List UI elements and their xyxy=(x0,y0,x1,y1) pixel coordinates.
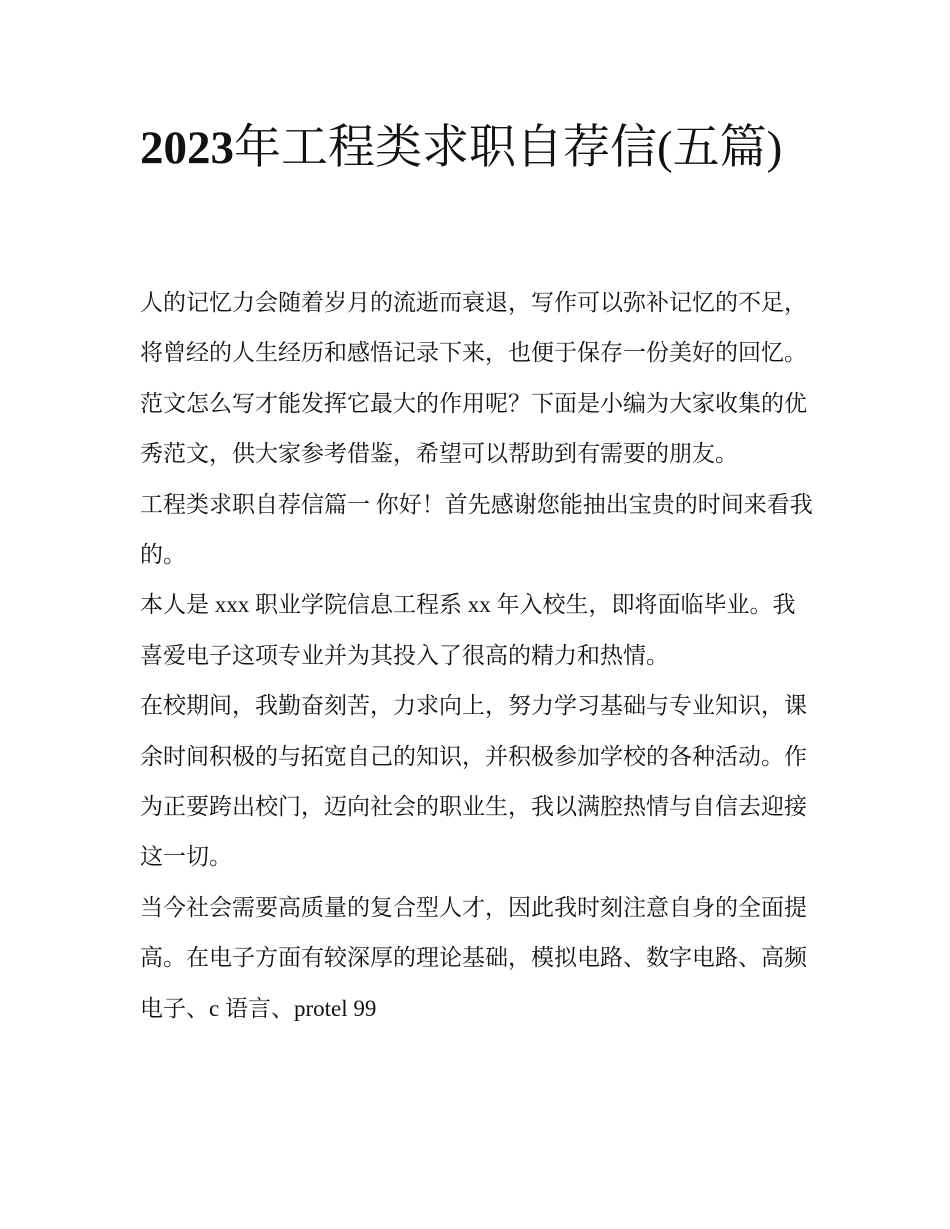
title-text: 年工程类求职自荐信(五篇) xyxy=(234,122,783,174)
title-year: 2023 xyxy=(140,122,234,174)
document-title xyxy=(140,112,810,185)
paragraph-skills: 当今社会需要高质量的复合型人才，因此我时刻注意自身的全面提高。在电子方面有较深厚的理论基础，模拟电路、数字电路、高频电子、c 语言、protel 99 xyxy=(140,894,807,1021)
paragraph-self-intro: 本人是 xxx 职业学院信息工程系 xx 年入校生，即将面临毕业。我喜爱电子这项专业并为其投入了很高的精力和热情。 xyxy=(140,592,796,668)
paragraph-intro: 人的记忆力会随着岁月的流逝而衰退，写作可以弥补记忆的不足，将曾经的人生经历和感悟记录下来，也便于保存一份美好的回忆。范文怎么写才能发挥它最大的作用呢？下面是小编为大家收集的优秀范文，供大家参考借鉴，希望可以帮助到有需要的朋友。 xyxy=(140,290,807,467)
document-body xyxy=(140,278,814,1034)
paragraph-school-life: 在校期间，我勤奋刻苦，力求向上，努力学习基础与专业知识，课余时间积极的与拓宽自己的知识，并积极参加学校的各种活动。作为正要跨出校门，迈向社会的职业生，我以满腔热情与自信去迎接这一切。 xyxy=(140,693,807,870)
paragraph-greeting: 工程类求职自荐信篇一 你好！首先感谢您能抽出宝贵的时间来看我的。 xyxy=(140,491,813,568)
